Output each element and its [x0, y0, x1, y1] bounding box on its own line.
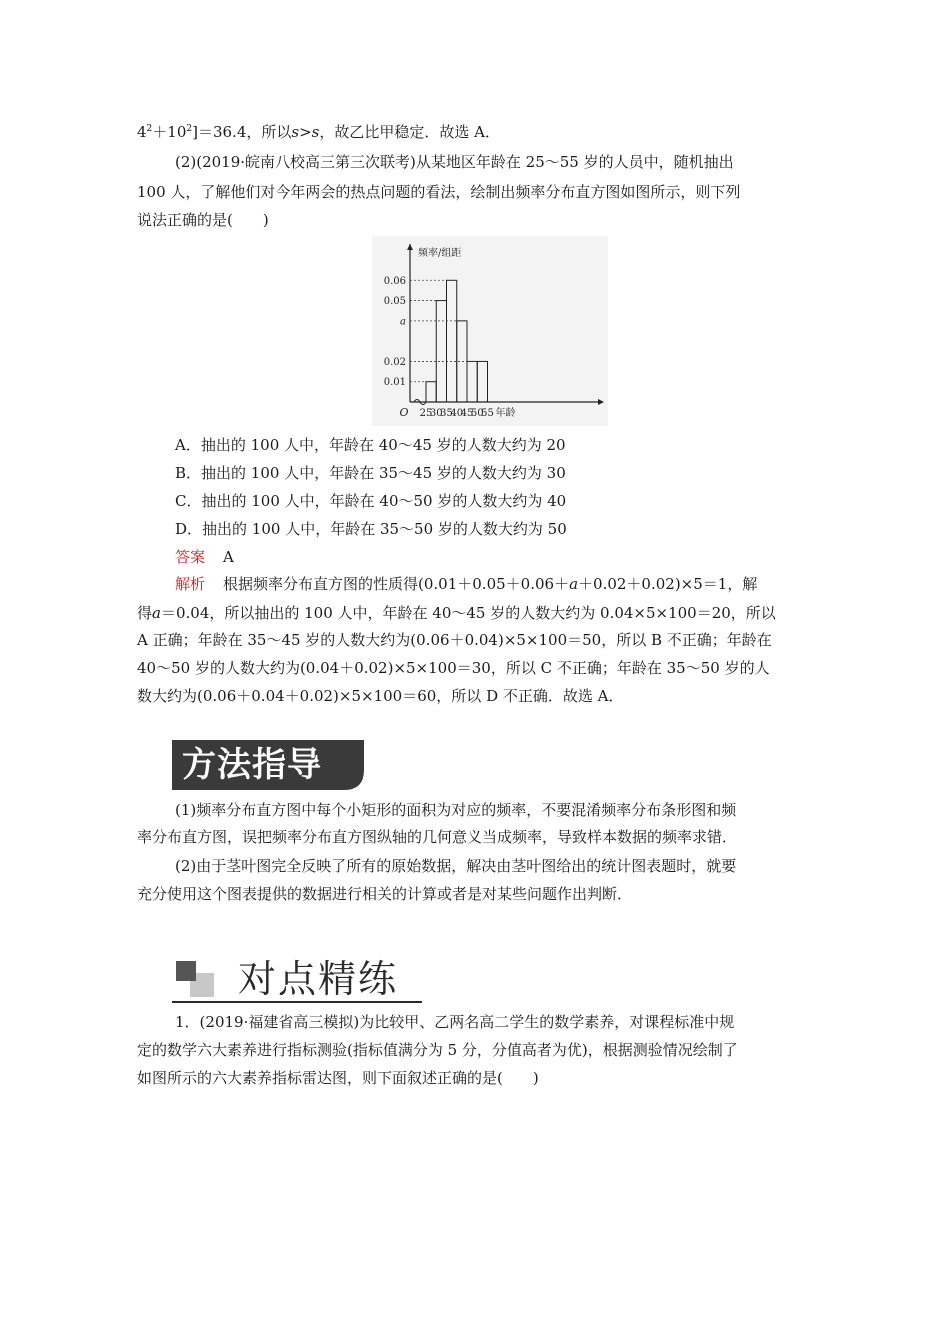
text: > [299, 123, 312, 141]
var-a: a [569, 575, 579, 593]
text: 4 [137, 123, 147, 141]
text: ＋10 [152, 123, 187, 141]
text: ＝0.04，所以抽出的 100 人中，年龄在 40～45 岁的人数大约为 0.04×5×100＝20，所以 [160, 604, 776, 622]
analysis-line3: A 正确；年龄在 35～45 岁的人数大约为(0.06＋0.04)×5×100＝50，所以 B 不正确；年龄在 [137, 631, 772, 649]
problem2-line2: 100 人，了解他们对今年两会的热点问题的看法，绘制出频率分布直方图如图所示，则下列 [137, 183, 741, 201]
option-d: D．抽出的 100 人中，年龄在 35～50 岁的人数大约为 50 [175, 520, 567, 538]
y-axis-label: 频率/组距 [418, 248, 462, 259]
method-p1-line1: (1)频率分布直方图中每个小矩形的面积为对应的频率，不要混淆频率分布条形图和频 [175, 801, 737, 819]
section-square-icon-dark [176, 961, 196, 981]
method-p2-line2: 充分使用这个图表提供的数据进行相关的计算或者是对某些问题作出判断． [137, 885, 633, 903]
chart-background [372, 236, 608, 426]
analysis-line1 [175, 574, 757, 594]
x-tick-label: 35 [440, 408, 453, 419]
text: ，故乙比甲稳定．故选 A． [319, 123, 500, 141]
var-s: s [291, 123, 300, 141]
method-p1-line2: 率分布直方图，误把频率分布直方图纵轴的几何意义当成频率，导致样本数据的频率求错． [137, 828, 738, 846]
practice-q1-line1: 1．(2019·福建省高三模拟)为比较甲、乙两名高二学生的数学素养，对课程标准中规 [175, 1013, 735, 1031]
x-tick-label: 30 [429, 408, 443, 419]
option-a: A．抽出的 100 人中，年龄在 40～45 岁的人数大约为 20 [175, 436, 566, 454]
y-tick-label: 0.06 [383, 275, 406, 287]
answer-label: 答案 [175, 548, 206, 566]
problem2-line1: (2)(2019·皖南八校高三第三次联考)从某地区年龄在 25～55 岁的人员中，随机抽出 [175, 153, 734, 171]
x-axis-label: 年龄 [495, 408, 516, 419]
top-line [137, 122, 500, 142]
analysis-line5: 数大约为(0.06＋0.04＋0.02)×5×100＝60，所以 D 不正确．故选 A． [137, 687, 624, 705]
answer-line [175, 547, 234, 567]
practice-title: 对点精练 [238, 957, 399, 1001]
text: 得 [137, 604, 153, 622]
option-c: C．抽出的 100 人中，年龄在 40～50 岁的人数大约为 40 [175, 492, 567, 510]
analysis-label: 解析 [175, 575, 206, 593]
option-b: B．抽出的 100 人中，年龄在 35～45 岁的人数大约为 30 [175, 464, 566, 482]
practice-q1-line3: 如图所示的六大素养指标雷达图，则下面叙述正确的是( ) [137, 1069, 539, 1087]
x-tick-label: 55 [481, 408, 494, 419]
origin-label: O [399, 406, 409, 419]
practice-q1-line2: 定的数学六大素养进行指标测验(指标值满分为 5 分，分值高者为优)，根据测验情况绘制了 [137, 1041, 738, 1059]
var-s: s [311, 123, 320, 141]
analysis-line2 [137, 603, 776, 623]
y-tick-label: 0.01 [383, 377, 406, 389]
sup: 2 [186, 124, 193, 134]
var-a: a [152, 604, 161, 622]
method-title: 方法指导 [182, 745, 322, 785]
x-tick-label: 40 [450, 408, 464, 419]
y-tick-label: a [400, 316, 406, 328]
analysis-line4: 40～50 岁的人数大约为(0.04＋0.02)×5×100＝30，所以 C 不正确；年龄在 35～50 岁的人 [137, 659, 770, 677]
x-tick-label: 50 [470, 408, 484, 419]
answer-value: A [223, 548, 234, 566]
problem2-line3: 说法正确的是( ) [137, 211, 269, 229]
x-tick-label: 25 [419, 408, 433, 419]
histogram-chart [372, 236, 608, 426]
text: 根据频率分布直方图的性质得(0.01＋0.05＋0.06＋ [223, 575, 570, 593]
x-tick-label: 45 [460, 408, 474, 419]
text: ＋0.02＋0.02)×5＝1，解 [578, 575, 758, 593]
y-tick-label: 0.02 [383, 356, 406, 368]
text: ]＝36.4，所以 [192, 123, 292, 141]
y-tick-label: 0.05 [383, 296, 406, 308]
practice-title-rule [172, 1001, 422, 1003]
method-p2-line1: (2)由于茎叶图完全反映了所有的原始数据，解决由茎叶图给出的统计图表题时，就要 [175, 857, 737, 875]
sup: 2 [146, 124, 153, 134]
